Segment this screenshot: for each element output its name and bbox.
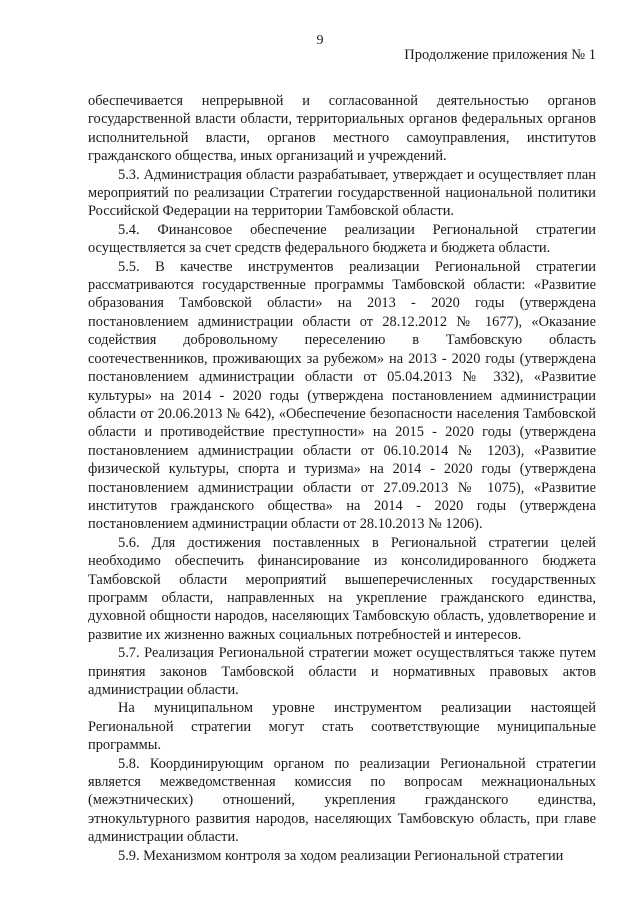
page-number: 9 (316, 33, 324, 48)
paragraph-5-7: 5.7. Реализация Региональной стратегии может осуществляться также путем принятия законов Тамбовской области и нормативных правовых актов администрации области. (88, 645, 596, 698)
paragraph-continued: обеспечивается непрерывной и согласованной деятельностью органов государственной власти области, территориальных органов федеральных органов исполнительной власти, органов местного самоуправления, институтов гражданского общества, иных организаций и учреждений. (88, 93, 596, 165)
paragraph-municipal-level: На муниципальном уровне инструментом реализации настоящей Региональной стратегии могут стать соответствующие муниципальные программы. (88, 700, 596, 754)
paragraph-5-5: 5.5. В качестве инструментов реализации Региональной стратегии рассматриваются государственные программы Тамбовской области: «Развитие образования Тамбовской области» на 2013 - 2020 годы (утверждена постановлением администрации области от 28.12.2012 № 1677), «Оказание содействия добровольному переселению в Тамбовскую область соотечественников, проживающих за рубежом» на 2013 - 2020 годы (утверждена постановлением администрации области от 05.04.2013 № 332), «Развитие культуры» на 2014 - 2020 годы (утверждена постановлением администрации области от 20.06.2013 № 642), «Обеспечение безопасности населения Тамбовской области и противодействие преступности» на 2015 - 2020 годы (утверждена постановлением администрации области от 06.10.2014 № 1203), «Развитие физической культуры, спорта и туризма» на 2014 - 2020 годы (утверждена постановлением администрации области от 27.09.2013 № 1075), «Развитие институтов гражданского общества» на 2014 - 2020 годы (утверждена постановлением администрации области от 28.10.2013 № 1206). (88, 258, 596, 533)
document-body (88, 92, 596, 865)
paragraph-5-8: 5.8. Координирующим органом по реализации Региональной стратегии является межведомственная комиссия по вопросам межнациональных (межэтнических) отношений, укрепления гражданского единства, этнокультурного развития народов, населяющих Тамбовскую область, при главе администрации области. (88, 755, 596, 846)
appendix-continuation-label: Продолжение приложения № 1 (404, 47, 596, 63)
paragraph-5-9: 5.9. Механизмом контроля за ходом реализации Региональной стратегии (118, 847, 564, 864)
paragraph-5-3: 5.3. Администрация области разрабатывает, утверждает и осуществляет план мероприятий по реализации Стратегии государственной национальной политики Российской Федерации на территории Тамбовской области. (88, 166, 596, 220)
paragraph-5-4: 5.4. Финансовое обеспечение реализации Региональной стратегии осуществляется за счет средств федерального бюджета и бюджета области. (88, 221, 596, 257)
paragraph-5-6: 5.6. Для достижения поставленных в Региональной стратегии целей необходимо обеспечить финансирование из консолидированного бюджета Тамбовской области мероприятий вышеперечисленных государственных программ области, направленных на укрепление гражданского единства, духовной общности народов, населяющих Тамбовскую область, удовлетворение и развитие их жизненно важных социальных потребностей и интересов. (88, 534, 596, 643)
